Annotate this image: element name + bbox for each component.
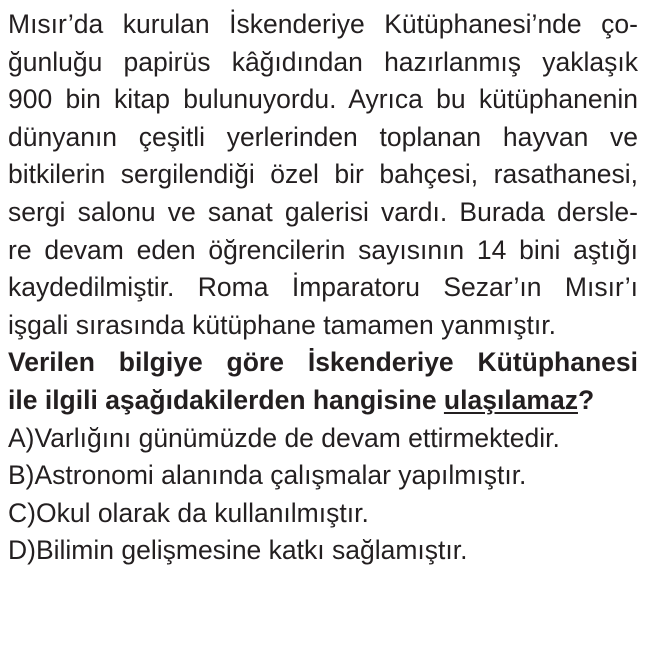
answer-options <box>8 420 638 570</box>
option-a[interactable] <box>8 420 638 458</box>
option-text: Varlığını günümüzde de devam ettirmektedir. <box>34 422 560 453</box>
option-letter: B) <box>8 460 35 491</box>
question-emphasis: ulaşılamaz <box>443 384 578 415</box>
question-page <box>8 6 638 570</box>
passage-line: sergi salonu ve sanat galerisi vardı. Burada dersle- <box>8 196 638 227</box>
option-letter: C) <box>8 497 36 528</box>
passage <box>8 6 638 344</box>
passage-line: re devam eden öğrencilerin sayısının 14 bini aştığı <box>8 234 638 265</box>
question-mark: ? <box>577 384 595 415</box>
question-text: ile ilgili aşağıdakilerden hangisine <box>8 384 444 415</box>
passage-line: bitkilerin sergilendiği özel bir bahçesi, rasathanesi, <box>8 159 638 190</box>
passage-line: Mısır’da kurulan İskenderiye Kütüphanesi’nde ço- <box>8 9 638 39</box>
passage-line: işgali sırasında kütüphane tamamen yanmıştır. <box>8 309 556 340</box>
option-b[interactable] <box>8 457 638 495</box>
passage-line: ğunluğu papirüs kâğıdından hazırlanmış yaklaşık <box>8 46 638 77</box>
option-text: Astronomi alanında çalışmalar yapılmıştır. <box>34 460 527 491</box>
question-stem <box>8 344 638 419</box>
passage-line: 900 bin kitap bulunuyordu. Ayrıca bu kütüphanenin <box>8 84 638 115</box>
option-letter: D) <box>8 535 36 566</box>
option-text: Okul olarak da kullanılmıştır. <box>35 497 369 528</box>
option-c[interactable] <box>8 495 638 533</box>
passage-line: kaydedilmiştir. Roma İmparatoru Sezar’ın Mısır’ı <box>8 272 638 303</box>
option-letter: A) <box>8 422 35 453</box>
passage-line: dünyanın çeşitli yerlerinden toplanan hayvan ve <box>8 121 638 152</box>
question-line: Verilen bilgiye göre İskenderiye Kütüphanesi <box>8 347 638 378</box>
option-text: Bilimin gelişmesine katkı sağlamıştır. <box>35 535 468 566</box>
question-line <box>8 382 638 420</box>
option-d[interactable] <box>8 532 638 570</box>
